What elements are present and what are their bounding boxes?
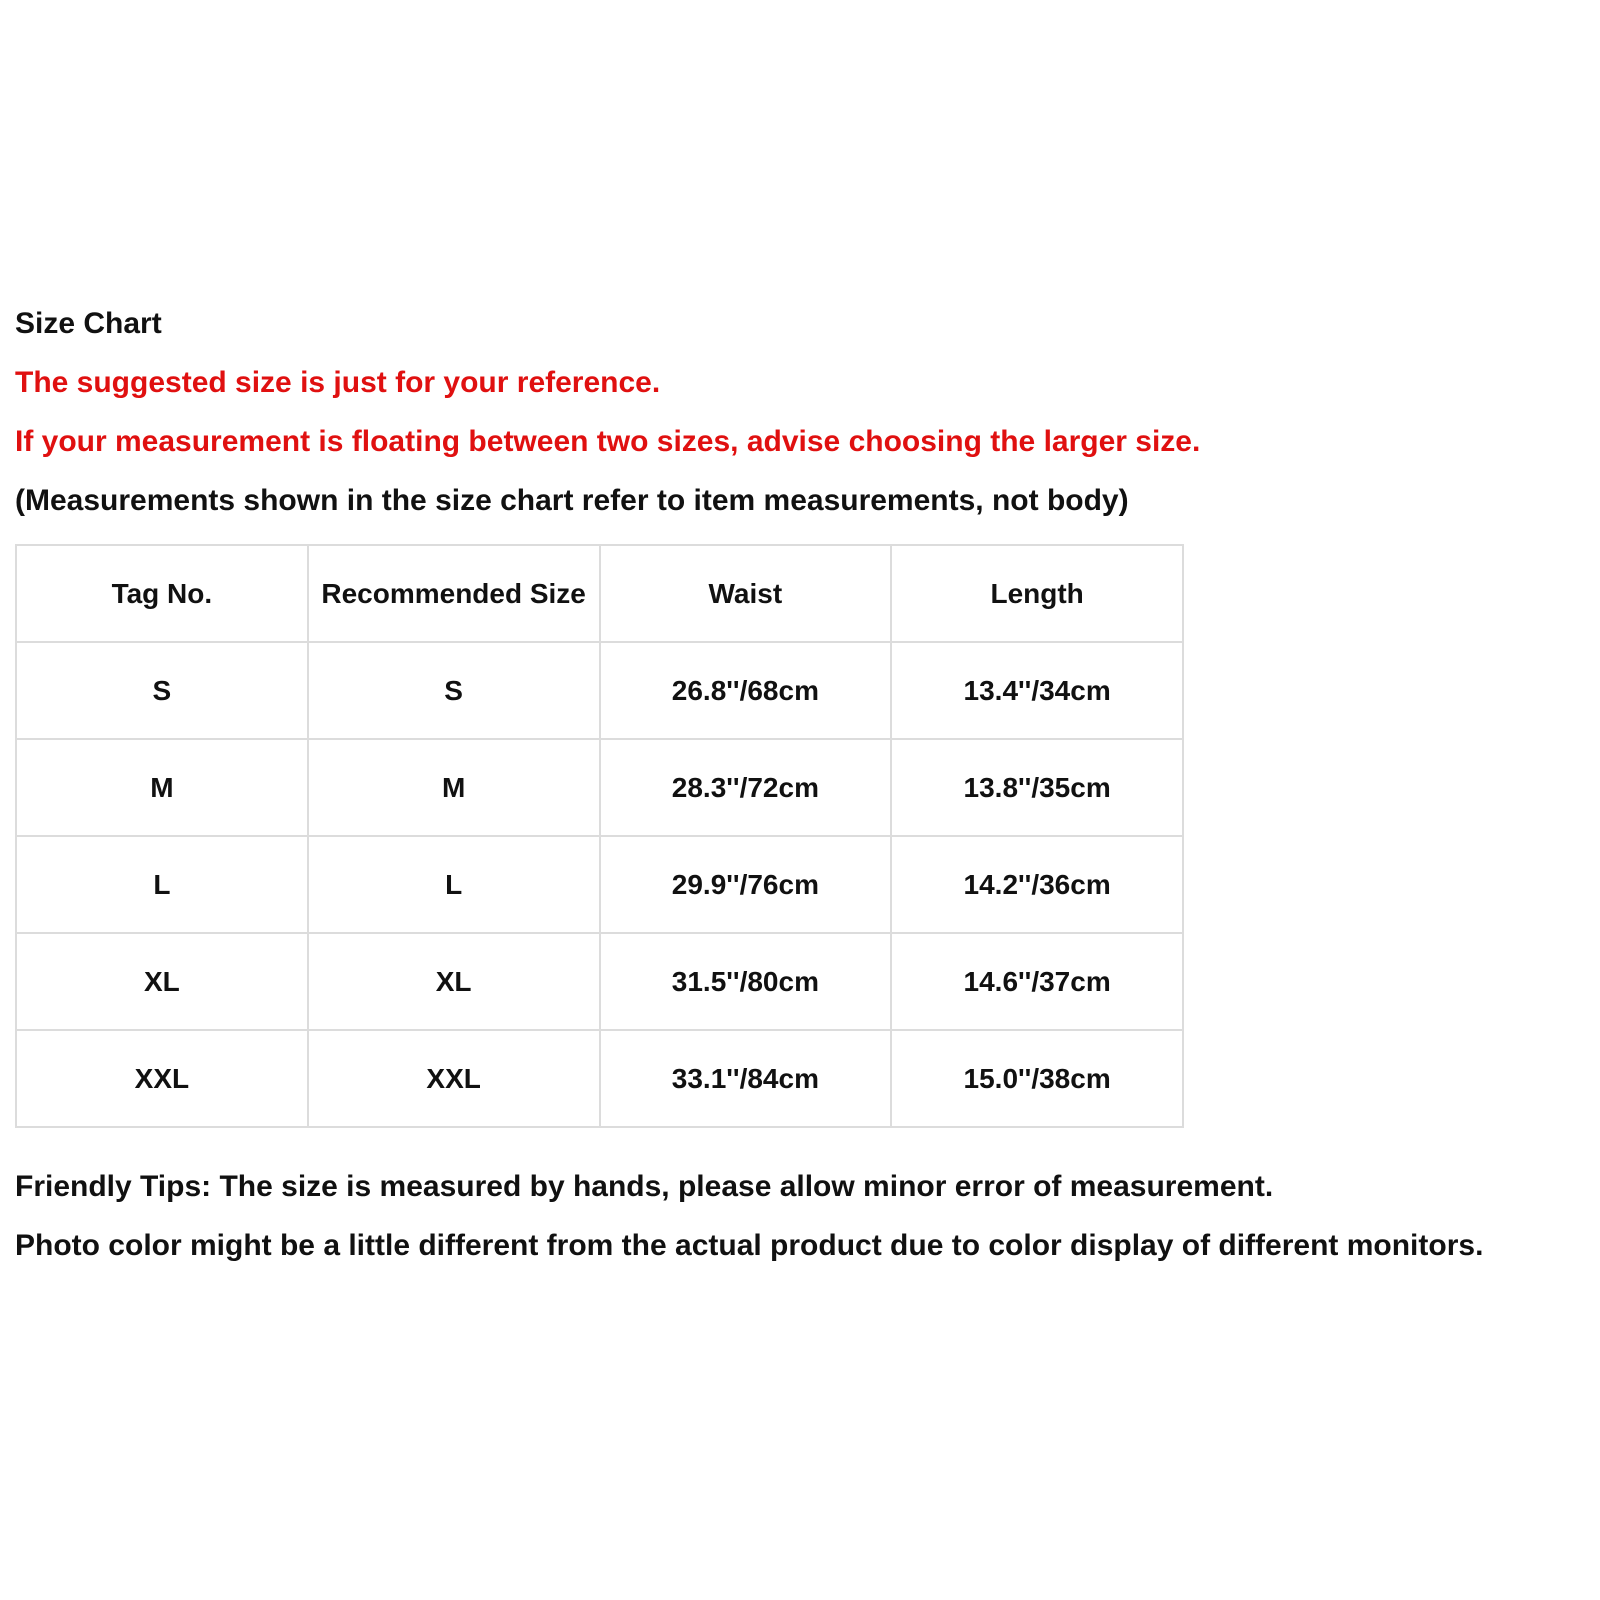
cell-recommended-size: S <box>308 642 600 739</box>
cell-waist: 31.5''/80cm <box>600 933 892 1030</box>
cell-length: 15.0''/38cm <box>891 1030 1183 1127</box>
cell-waist: 33.1''/84cm <box>600 1030 892 1127</box>
cell-recommended-size: XL <box>308 933 600 1030</box>
table-row <box>16 933 1183 1030</box>
cell-waist: 29.9''/76cm <box>600 836 892 933</box>
cell-tag-no: XL <box>16 933 308 1030</box>
cell-tag-no: L <box>16 836 308 933</box>
table-header-row <box>16 545 1183 642</box>
measurement-note: (Measurements shown in the size chart refer to item measurements, not body) <box>15 484 1129 517</box>
page-title: Size Chart <box>15 307 162 340</box>
cell-recommended-size: L <box>308 836 600 933</box>
cell-tag-no: M <box>16 739 308 836</box>
size-table <box>15 544 1184 1128</box>
cell-tag-no: S <box>16 642 308 739</box>
table-row <box>16 1030 1183 1127</box>
table-row <box>16 836 1183 933</box>
cell-waist: 28.3''/72cm <box>600 739 892 836</box>
color-disclaimer: Photo color might be a little different from the actual product due to color display of different monitors. <box>15 1229 1484 1262</box>
cell-length: 13.4''/34cm <box>891 642 1183 739</box>
cell-length: 13.8''/35cm <box>891 739 1183 836</box>
table-row <box>16 642 1183 739</box>
cell-length: 14.6''/37cm <box>891 933 1183 1030</box>
header-tag-no: Tag No. <box>16 545 308 642</box>
reference-note: The suggested size is just for your reference. <box>15 366 661 399</box>
header-length: Length <box>891 545 1183 642</box>
cell-recommended-size: XXL <box>308 1030 600 1127</box>
cell-recommended-size: M <box>308 739 600 836</box>
header-waist: Waist <box>600 545 892 642</box>
cell-tag-no: XXL <box>16 1030 308 1127</box>
sizing-advice-note: If your measurement is floating between two sizes, advise choosing the larger size. <box>15 425 1201 458</box>
friendly-tip: Friendly Tips: The size is measured by hands, please allow minor error of measurement. <box>15 1170 1274 1203</box>
header-recommended-size: Recommended Size <box>308 545 600 642</box>
table-row <box>16 739 1183 836</box>
cell-waist: 26.8''/68cm <box>600 642 892 739</box>
cell-length: 14.2''/36cm <box>891 836 1183 933</box>
